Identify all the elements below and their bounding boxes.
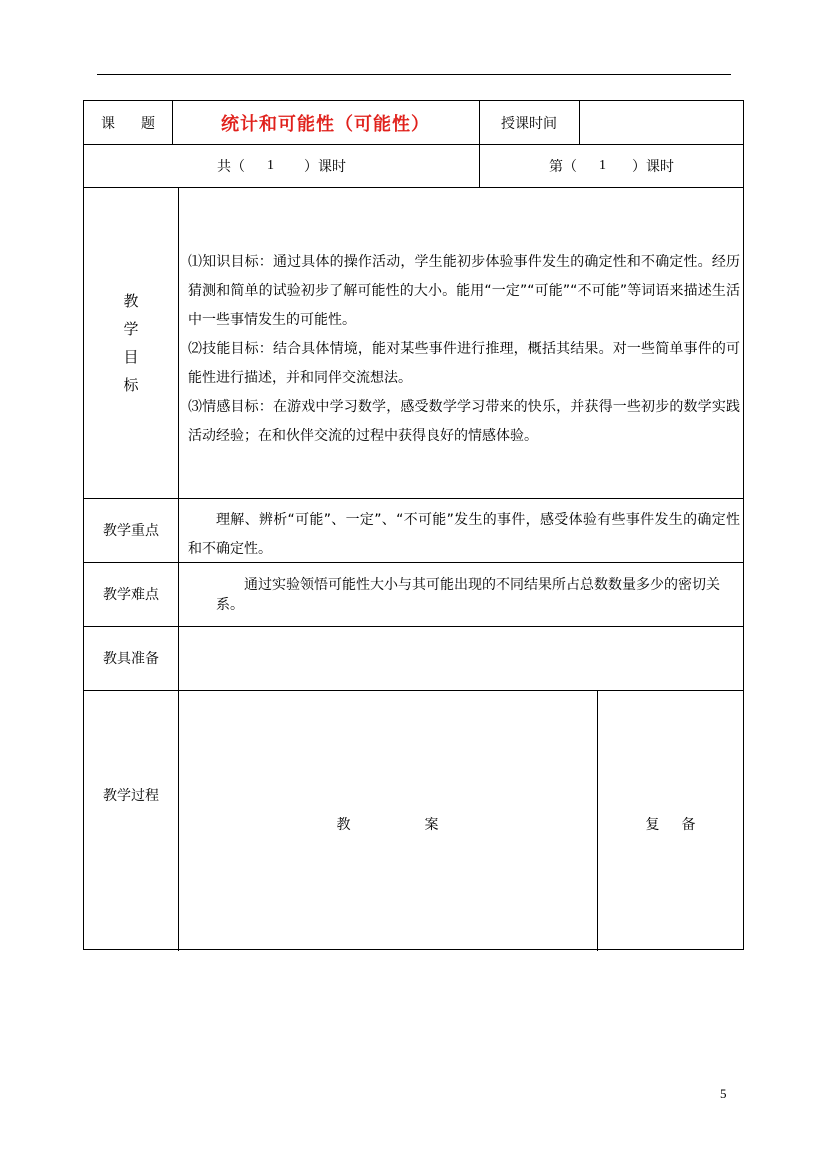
- objectives-label-char: 目: [123, 347, 139, 366]
- header-rule: [97, 74, 731, 75]
- plan-char: 案: [424, 817, 439, 833]
- lesson-title: 统计和可能性（可能性）: [221, 113, 430, 135]
- current-period-suffix: ）课时: [632, 158, 674, 175]
- page-number: 5: [720, 1086, 727, 1101]
- process-label: 教学过程: [103, 788, 159, 804]
- total-periods-prefix: 共（: [217, 158, 245, 175]
- objective-skill: ⑵技能目标：结合具体情境，能对某些事件进行推理，概括其结果。对一些简单事件的可能性进行描述，并和同伴交流想法。: [188, 341, 740, 386]
- current-period-value: 1: [599, 157, 606, 173]
- review-column-heading: [597, 690, 744, 958]
- lesson-plan-column-heading: [178, 690, 597, 958]
- objective-knowledge: ⑴知识目标：通过具体的操作活动，学生能初步体验事件发生的确定性和不确定性。经历猜测和简单的试验初步了解可能性的大小。能用“一定”“可能”“不可能”等词语来描述生活中一些事情发生的可能性。: [188, 254, 740, 328]
- time-value: [579, 101, 744, 144]
- materials-value: [178, 626, 744, 690]
- review-char: 复: [645, 817, 660, 833]
- topic-label-char: 课: [101, 115, 115, 132]
- objectives-label-char: 标: [123, 375, 139, 394]
- total-periods-suffix: ）课时: [304, 158, 346, 175]
- row-divider: [84, 498, 744, 499]
- objective-emotion: ⑶情感目标：在游戏中学习数学，感受数学学习带来的快乐，并获得一些初步的数学实践活动经验；在和伙伴交流的过程中获得良好的情感体验。: [188, 399, 740, 444]
- objectives-text: [188, 248, 740, 451]
- lesson-plan-table: [83, 100, 744, 950]
- difficulties-text-cell: [178, 562, 744, 626]
- current-period-prefix: 第（: [549, 158, 577, 175]
- time-label: 授课时间: [501, 115, 557, 132]
- row-divider: [84, 187, 744, 188]
- topic-label-char: 题: [141, 115, 155, 132]
- materials-label: 教具准备: [103, 651, 159, 667]
- total-periods-value: 1: [267, 157, 274, 173]
- current-period: [479, 144, 744, 187]
- objectives-label-char: 学: [123, 319, 139, 338]
- objectives-label: [84, 187, 178, 498]
- review-char: 备: [681, 817, 696, 833]
- lesson-title-cell: [172, 101, 479, 144]
- topic-label: [84, 101, 172, 144]
- key-points-text: 理解、辨析“可能”、一定”、“不可能”发生的事件，感受体验有些事件发生的确定性和不确定性。: [188, 512, 740, 557]
- objectives-label-char: 教: [123, 291, 139, 310]
- total-periods: [84, 144, 479, 187]
- difficulties-text: 通过实验领悟可能性大小与其可能出现的不同结果所占总数数量多少的密切关系。: [216, 577, 720, 613]
- key-points-label: 教学重点: [103, 523, 159, 539]
- plan-char: 教: [336, 817, 351, 833]
- difficulties-label: 教学难点: [103, 587, 159, 603]
